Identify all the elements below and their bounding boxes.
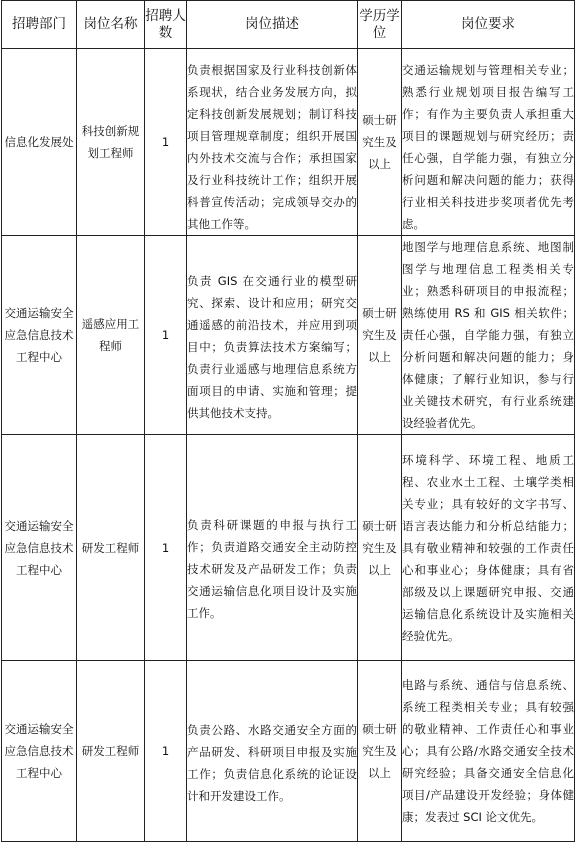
dept-cell: 交通运输安全应急信息技术工程中心 (2, 661, 77, 842)
education-cell: 硕士研究生及以上 (358, 49, 402, 236)
header-desc: 岗位描述 (187, 1, 358, 49)
job-requirements-cell: 地图学与地理信息系统、地图制图学与地理信息工程类相关专业；熟悉科研项目的申报流程；熟练使用 RS 和 GIS 相关软件；责任心强，自学能力强，有独立分析问题和解决问题的能力；身体健康；了解行业知识，参与行业关键技术研究，有行业系统建设经验者优先。 (402, 236, 575, 435)
header-count: 招聘人数 (145, 1, 187, 49)
table-row (2, 236, 575, 435)
job-description-cell: 负责科研课题的申报与执行工作；负责道路交通安全主动防控技术研发及产品研发工作；负责交通运输信息化项目设计及实施工作。 (187, 435, 358, 661)
header-dept: 招聘部门 (2, 1, 77, 49)
header-edu: 学历学位 (358, 1, 402, 49)
table-row (2, 435, 575, 661)
headcount-cell: 1 (145, 236, 187, 435)
headcount-cell: 1 (145, 49, 187, 236)
table-header-row (2, 1, 575, 49)
headcount-cell: 1 (145, 661, 187, 842)
job-title-cell: 研发工程师 (77, 435, 145, 661)
job-requirements-cell: 环境科学、环境工程、地质工程、农业水土工程、土壤学类相关专业；具有较好的文字书写、语言表达能力和分析总结能力；具有敬业精神和较强的工作责任心和事业心；身体健康；具有省部级及以上课题研究申报、交通运输信息化系统设计及实施相关经验优先。 (402, 435, 575, 661)
dept-cell: 交通运输安全应急信息技术工程中心 (2, 435, 77, 661)
dept-cell: 交通运输安全应急信息技术工程中心 (2, 236, 77, 435)
education-cell: 硕士研究生及以上 (358, 236, 402, 435)
table-row (2, 49, 575, 236)
header-req: 岗位要求 (402, 1, 575, 49)
job-title-cell: 研发工程师 (77, 661, 145, 842)
job-title-cell: 遥感应用工程师 (77, 236, 145, 435)
education-cell: 硕士研究生及以上 (358, 661, 402, 842)
header-title: 岗位名称 (77, 1, 145, 49)
job-description-cell: 负责 GIS 在交通行业的模型研究、探索、设计和应用；研究交通遥感的前沿技术，并应用到项目中；负责算法技术方案编写；负责行业遥感与地理信息系统方面项目的申请、实施和管理；提供其他技术支持。 (187, 236, 358, 435)
job-description-cell: 负责公路、水路交通安全方面的产品研发、科研项目申报及实施工作；负责信息化系统的论证设计和开发建设工作。 (187, 661, 358, 842)
job-description-cell: 负责根据国家及行业科技创新体系现状，结合业务发展方向，拟定科技创新发展规划；制订科技项目管理规章制度；组织开展国内外技术交流与合作；承担国家及行业科技统计工作；组织开展科普宣传活动；完成领导交办的其他工作等。 (187, 49, 358, 236)
headcount-cell: 1 (145, 435, 187, 661)
dept-cell: 信息化发展处 (2, 49, 77, 236)
table-row (2, 661, 575, 842)
recruitment-table (1, 0, 575, 842)
job-requirements-cell: 电路与系统、通信与信息系统、系统工程类相关专业；具有较强的敬业精神、工作责任心和事业心；具有公路/水路交通安全技术研究经验；具备交通安全信息化项目/产品建设开发经验；身体健康；发表过 SCI 论文优先。 (402, 661, 575, 842)
job-title-cell: 科技创新规划工程师 (77, 49, 145, 236)
education-cell: 硕士研究生及以上 (358, 435, 402, 661)
job-requirements-cell: 交通运输规划与管理相关专业；熟悉行业规划项目报告编写工作；有作为主要负责人承担重大项目的课题规划与研究经历；责任心强，自学能力强，有独立分析问题和解决问题的能力；获得行业相关科技进步奖项者优先考虑。 (402, 49, 575, 236)
